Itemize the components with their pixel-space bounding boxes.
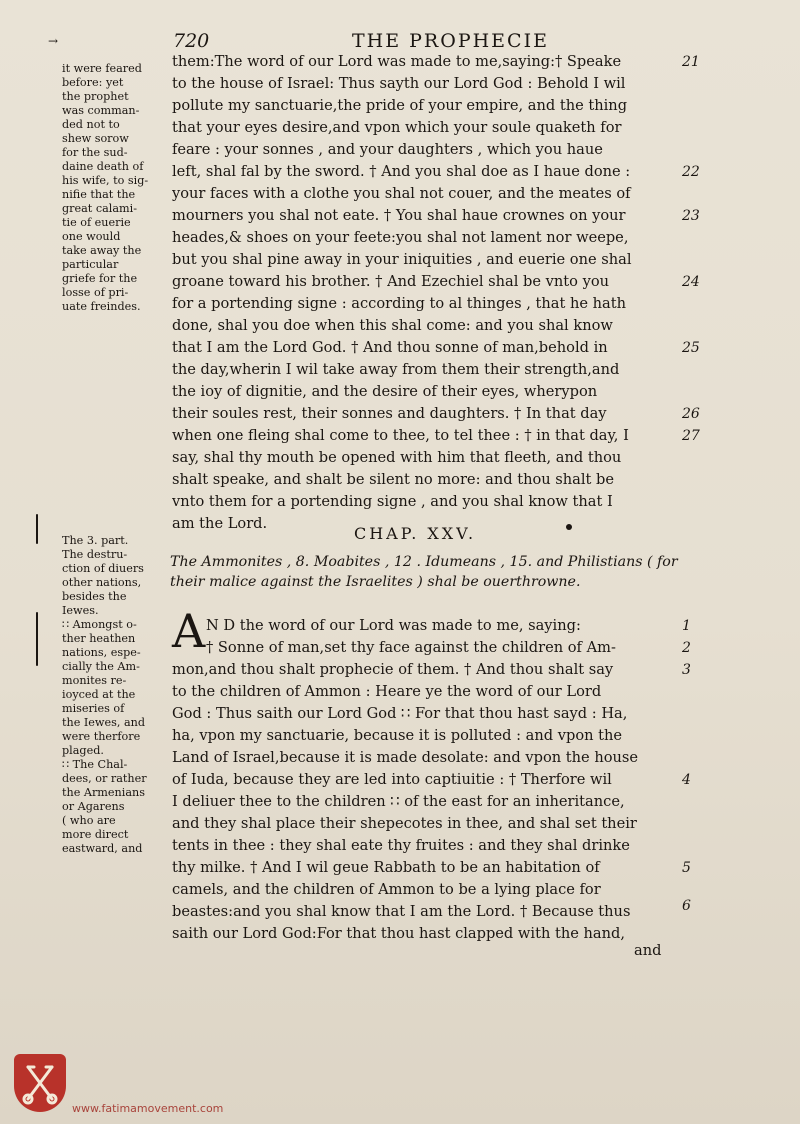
text-block-upper (172, 51, 678, 535)
text-line: heades,& shoes on your feete:you shal not lament nor weepe, (172, 229, 629, 246)
running-title: THE PROPHECIE (352, 30, 549, 52)
text-line: the ioy of dignitie, and the desire of their eyes, wherypon (172, 383, 598, 400)
text-line: am the Lord. (172, 515, 268, 532)
verse-number: 2 (682, 640, 691, 656)
verse-number: 26 (682, 406, 700, 422)
text-line: ha, vpon my sanctuarie, because it is polluted : and vpon the (172, 727, 623, 744)
drop-cap: A (172, 604, 206, 658)
text-line: mourners you shal not eate. † You shal haue crownes on your (172, 207, 626, 224)
text-line: of Iuda, because they are led into captiuitie : † Therfore wil (172, 771, 612, 788)
margin-note-lower: The 3. part. The destru- ction of diuers other nations, besides the Iewes. ∷ Amongst o- ther heathen nations, espe- cially the Am- monites re- ioyced at the miseries of the Iewes, and were therfore plaged. ∷ The Chal- dees, or rather the Armenians or Agarens ( who are more direct eastward, and (62, 534, 147, 855)
text-line: done, shal you doe when this shal come: and you shal know (172, 317, 613, 334)
margin-note-upper: it were feared before: yet the prophet was comman- ded not to shew sorow for the sud- daine death of his wife, to sig- nifie that the great calami- tie of euerie one would take away the particular griefe for the losse of pri- uate freindes. (62, 62, 149, 313)
verse-number: 5 (682, 860, 691, 876)
keys-seal-icon (14, 1054, 66, 1112)
ink-dot (566, 524, 572, 530)
text-line: that your eyes desire,and vpon which your soule quaketh for (172, 119, 622, 136)
text-line: for a portending signe : according to al thinges , that he hath (172, 295, 626, 312)
text-line: Land of Israel,because it is made desolate: and vpon the house (172, 749, 639, 766)
verse-number: 23 (682, 208, 700, 224)
text-line: left, shal fal by the sword. † And you shal doe as I haue done : (172, 163, 631, 180)
text-line: and they shal place their shepecotes in thee, and shal set their (172, 815, 637, 832)
corner-mark: → (48, 34, 59, 48)
text-line: N D the word of our Lord was made to me, saying: (206, 617, 581, 634)
chapter-summary: The Ammonites , 8. Moabites , 12 . Idumeans , 15. and Philistians ( for their malice against the Israelites ) shal be ouerthrowne. (170, 554, 678, 590)
text-line: God : Thus saith our Lord God ∷ For that thou hast sayd : Ha, (172, 705, 628, 722)
text-line: but you shal pine away in your iniquities , and euerie one shal (172, 251, 632, 268)
verse-number: 6 (682, 898, 691, 914)
text-line: shalt speake, and shalt be silent no more: and thou shalt be (172, 471, 615, 488)
text-line: groane toward his brother. † And Ezechiel shal be vnto you (172, 273, 610, 290)
text-line: say, shal thy mouth be opened with him that fleeth, and thou (172, 449, 622, 466)
text-line: pollute my sanctuarie,the pride of your empire, and the thing (172, 97, 628, 114)
verse-number: 25 (682, 340, 700, 356)
text-line: tents in thee : they shal eate thy fruites : and they shal drinke (172, 837, 630, 854)
text-block-lower (172, 615, 678, 945)
margin-bracket (36, 612, 38, 666)
text-line: the day,wherin I wil take away from them their strength,and (172, 361, 620, 378)
verse-number: 1 (682, 618, 691, 634)
verse-number: 21 (682, 54, 700, 70)
catchword: and (634, 942, 662, 959)
verse-number: 22 (682, 164, 700, 180)
verse-number: 3 (682, 662, 691, 678)
text-line: thy milke. † And I wil geue Rabbath to be an habitation of (172, 859, 600, 876)
verse-number: 4 (682, 772, 691, 788)
text-line: your faces with a clothe you shal not couer, and the meates of (172, 185, 631, 202)
watermark-url[interactable]: www.fatimamovement.com (72, 1102, 224, 1115)
text-line: when one fleing shal come to thee, to tel thee : † in that day, I (172, 427, 629, 444)
text-line: mon,and thou shalt prophecie of them. † And thou shalt say (172, 661, 614, 678)
text-line: vnto them for a portending signe , and you shal know that I (172, 493, 613, 510)
text-line: beastes:and you shal know that I am the Lord. † Because thus (172, 903, 631, 920)
text-line: their soules rest, their sonnes and daughters. † In that day (172, 405, 607, 422)
text-line: them:The word of our Lord was made to me,saying:† Speake (172, 53, 622, 70)
text-line: † Sonne of man,set thy face against the children of Am- (206, 639, 616, 656)
page-number: 720 (173, 30, 210, 52)
text-line: to the house of Israel: Thus sayth our Lord God : Behold I wil (172, 75, 626, 92)
margin-bracket (36, 514, 38, 544)
verse-number: 24 (682, 274, 700, 290)
text-line: I deliuer thee to the children ∷ of the east for an inheritance, (172, 793, 625, 810)
text-line: to the children of Ammon : Heare ye the word of our Lord (172, 683, 602, 700)
text-line: feare : your sonnes , and your daughters , which you haue (172, 141, 603, 158)
text-line: camels, and the children of Ammon to be a lying place for (172, 881, 601, 898)
verse-number: 27 (682, 428, 700, 444)
text-line: that I am the Lord God. † And thou sonne of man,behold in (172, 339, 608, 356)
text-line: saith our Lord God:For that thou hast clapped with the hand, (172, 925, 625, 942)
crossed-keys-icon (20, 1061, 60, 1105)
chapter-heading: CHAP. XXV. (353, 524, 477, 543)
